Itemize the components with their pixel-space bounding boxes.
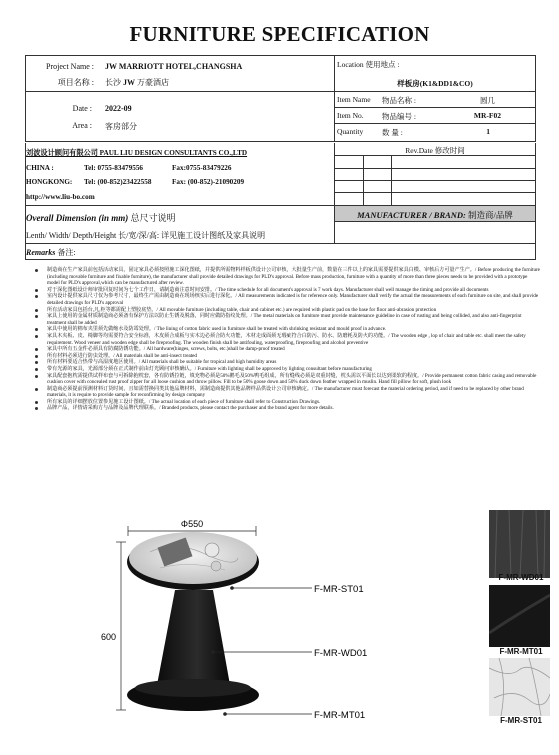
swatch-label-st01: F-MR-ST01	[500, 716, 542, 725]
list-item: 制造商必须提前预测材料订货时间，且如需替换同类其他品牌材料，需制造商提供其他品牌样品供设计公司审核确定。/ The manufacturer must forecast the material ordering period, and if need to be replaced by other brand materials, it is require to provide sample for reconfirming by design company	[27, 386, 540, 399]
china-fax: Fax:0755-83479226	[172, 164, 232, 172]
list-item: 家具中所有五金件必须具有防腐防锈功能。/ All hardware(hinges, screws, bolts, etc.)shall be damp-proof treated	[27, 346, 540, 353]
swatch-label-mt01: F-MR-MT01	[499, 647, 543, 656]
revision-header: Rev.Date 修改时间	[335, 143, 535, 156]
bullet-icon	[35, 295, 38, 298]
company-block	[25, 143, 536, 206]
remarks-row: Remarks 备注:	[25, 244, 536, 260]
location-value: 样板房(K1&DD1&CO)	[397, 79, 473, 88]
item-no-row: Item No. 物品编号 : MR-F02	[335, 108, 535, 124]
callout-st01: F-MR-ST01	[314, 584, 364, 595]
item-info	[335, 56, 535, 141]
swatch-label-wd01: F-MR-WD01	[498, 573, 544, 582]
item-no-value: MR-F02	[473, 111, 501, 120]
list-item: 所有材料必须进行防虫处理。/ All materials shall be anti-insect treated	[27, 353, 540, 360]
hk-tel: Tel: (00-852)23422558	[84, 178, 152, 186]
table-stem	[157, 590, 230, 685]
swatch-wd01	[489, 510, 550, 578]
bullet-icon	[35, 401, 38, 404]
hk-fax: Fax: (00-852)-21090209	[172, 178, 245, 186]
bullet-icon	[35, 407, 38, 410]
list-item: 对于深化图纸设计师审批回复时间为七个工作日，请制造商注意时间安排。/ The time schedule for all document's approval is 7 work days. Manufacturer shall well manage the timing and provide all documents	[27, 287, 540, 294]
project-info	[26, 56, 335, 141]
location-label: Location 使用地点 :	[337, 60, 400, 69]
date-value: 2022-09	[105, 104, 132, 113]
revision-table	[335, 143, 535, 205]
cup-prop	[211, 561, 221, 571]
manufacturer-brand-header: MANUFACTURER / BRAND: 制造商/品牌	[335, 206, 535, 222]
bullet-icon	[35, 335, 38, 338]
item-name-value: 圆几	[480, 96, 495, 105]
company-website[interactable]: http://www.liu-bo.com	[26, 193, 95, 201]
item-name-row: Item Name 物品名称 : 圆几	[335, 92, 535, 108]
area-value: 客房部分	[105, 122, 137, 131]
bullet-icon	[35, 355, 38, 358]
project-name-cn: 长沙 JW 万豪酒店	[105, 78, 169, 87]
overall-dimension-title: Overall Dimension (in mm) 总尺寸说明	[26, 213, 176, 223]
quantity-value: 1	[486, 127, 490, 136]
list-item: 品牌产品，详情请采购方与品牌及品牌代理联系。/ Branded products, please contact the purchaser and the brand agent for more details.	[27, 405, 540, 412]
bullet-icon	[35, 328, 38, 331]
location-cell	[335, 56, 535, 92]
diameter-label: Φ550	[180, 519, 204, 529]
height-dimension	[101, 542, 126, 710]
project-header	[25, 55, 536, 142]
china-tel: Tel: 0755-83479556	[84, 164, 144, 172]
list-item: 家具配套抱枕需提供试样布套与可拆除抱枕套，各有防锈拉链，填充物必须是50%鹅毛及50%鸭毛组成，所有缝线必须是双重封缝，枕头需以平面长以达到柔软的程度。/ Provide permanent cotton fabric casing and removable cushion cover with concealed rust proof zipper for all loose cushion and throw pillow. Fill to be 50% goose down and 50% duck down feather wrapped in muslin. Hand fill pillow for soft, plush look	[27, 373, 540, 386]
bullet-icon	[35, 361, 38, 364]
list-item: 带有光源的家具，光源部分须在正式制作前由灯光顾问审核确认。/ Furniture with lighting shall be approved by lighting consultant before manufacturing	[27, 366, 540, 373]
list-item: 制造商在生产家具前包括活动家具，固定家具必须按照施工深化图纸，并提供所需物料样板供设计公司审核，大批量生产前，数量在三件以上的家具需要提供家具白模、审核后方可量产生产。/ Before producing the furniture (including movable furniture and fixable furniture), the manufacturer shall provide detailed drawings for PLD's approval. Before mass production, furniture with a quantity of more than three pieces needs to be provided with a prototype model for PLD's approval,which can be manufactured after review.	[27, 267, 540, 287]
round-table-illustration	[127, 532, 259, 711]
swatch-mt01	[489, 585, 550, 653]
bullet-icon	[35, 309, 38, 312]
height-label: 600	[101, 632, 117, 642]
swatch-st01	[489, 658, 550, 716]
bullet-icon	[35, 388, 38, 391]
quantity-row: Quantity 数 量 : 1	[337, 127, 490, 137]
notes-list	[27, 267, 540, 412]
list-item: 室内设计提供家具尺寸仅为参考尺寸，最终生产需由制造商在现场核实后进行深化。/ All measurements indicated is for reference only. Manufacturer shall verify the actual the measurements of each furniture on site, and shall provide detailed drawings for PLD's approval	[27, 293, 540, 306]
project-name-en: JW MARRIOTT HOTEL,CHANGSHA	[105, 62, 243, 71]
overall-dimension-value: Lenth/ Width/ Depth/Height 长/宽/深/高: 详见施工设计图纸及家具说明	[26, 231, 266, 240]
list-item: 家具木夹板、皮、椅脚等均需要符合安全标准，木皮须合成板与实木边必须合防火功能，木材走成面须无瑕疵符合白防污、防水、防磨耗及防火的功能。/ The wooden edge , lop of chair and table etc. shall meet the safety requirement. Wood veneer and wooden edge shall be fireproofing. The wooden finish shall be antifouling, waterproofing, fireproofing and alcohol preventive	[27, 333, 540, 346]
overall-dimension-block	[25, 206, 536, 244]
callout-mt01: F-MR-MT01	[314, 710, 366, 721]
project-name-label-en: Project Name :	[46, 62, 94, 71]
list-item: 所有活动家具包括台,凡,柜等都需配上塑胶底垫。/ All movable furniture (including table, chair and cabinet etc.) are required with plastic pad on the base for floor anti-abrasion protection	[27, 307, 540, 314]
company-info: 刘波设计顾问有限公司 PAUL LIU DESIGN CONSULTANTS CO.,LTD CHINA : Tel: 0755-83479556 Fax:0755-83479226 HONGKONG: Tel: (00-852)23422558 Fax: (00-852)-21090209 http://www.liu-bo.com	[26, 143, 335, 205]
bullet-icon	[35, 289, 38, 292]
list-item: 家具上使用的金属材质制造商必须备有保护方法以防止生锈及脱落，同时应做防指纹处理。/ The metal materials on furniture must provide maintenance guideline in case of rusting and being collided, and also anti-fingerprint treatment shall be added	[27, 313, 540, 326]
bullet-icon	[35, 269, 38, 272]
bowl-prop	[205, 543, 219, 557]
document-title: FURNITURE SPECIFICATION	[129, 22, 430, 46]
bullet-icon	[35, 315, 38, 318]
bullet-icon	[35, 348, 38, 351]
list-item: 所有家具的详细摆放位置参见施工设计图纸。/ The actual location of each piece of furniture shall refer to Construction Drawings.	[27, 399, 540, 406]
list-item: 家具中使用的棉布夹里须先做缩水及防霉处理。/ The lining of cotton fabric used in furniture shall be treated with shrinking resistant and mould proof in advance.	[27, 326, 540, 333]
list-item: 所有材料要适合热带与高湿度地区使用。/ All materials shall be suitable for tropical and high humidity areas	[27, 359, 540, 366]
project-name-row	[26, 56, 335, 92]
bullet-icon	[35, 375, 38, 378]
area-label: Area :	[72, 121, 92, 130]
bullet-icon	[35, 368, 38, 371]
revision-grid	[335, 156, 535, 206]
project-name-label-cn: 项目名称 :	[57, 78, 94, 87]
company-name: 刘波设计顾问有限公司 PAUL LIU DESIGN CONSULTANTS CO.,LTD	[26, 149, 248, 157]
callout-wd01: F-MR-WD01	[314, 648, 368, 659]
date-label: Date :	[72, 104, 92, 113]
product-drawing	[0, 500, 470, 755]
